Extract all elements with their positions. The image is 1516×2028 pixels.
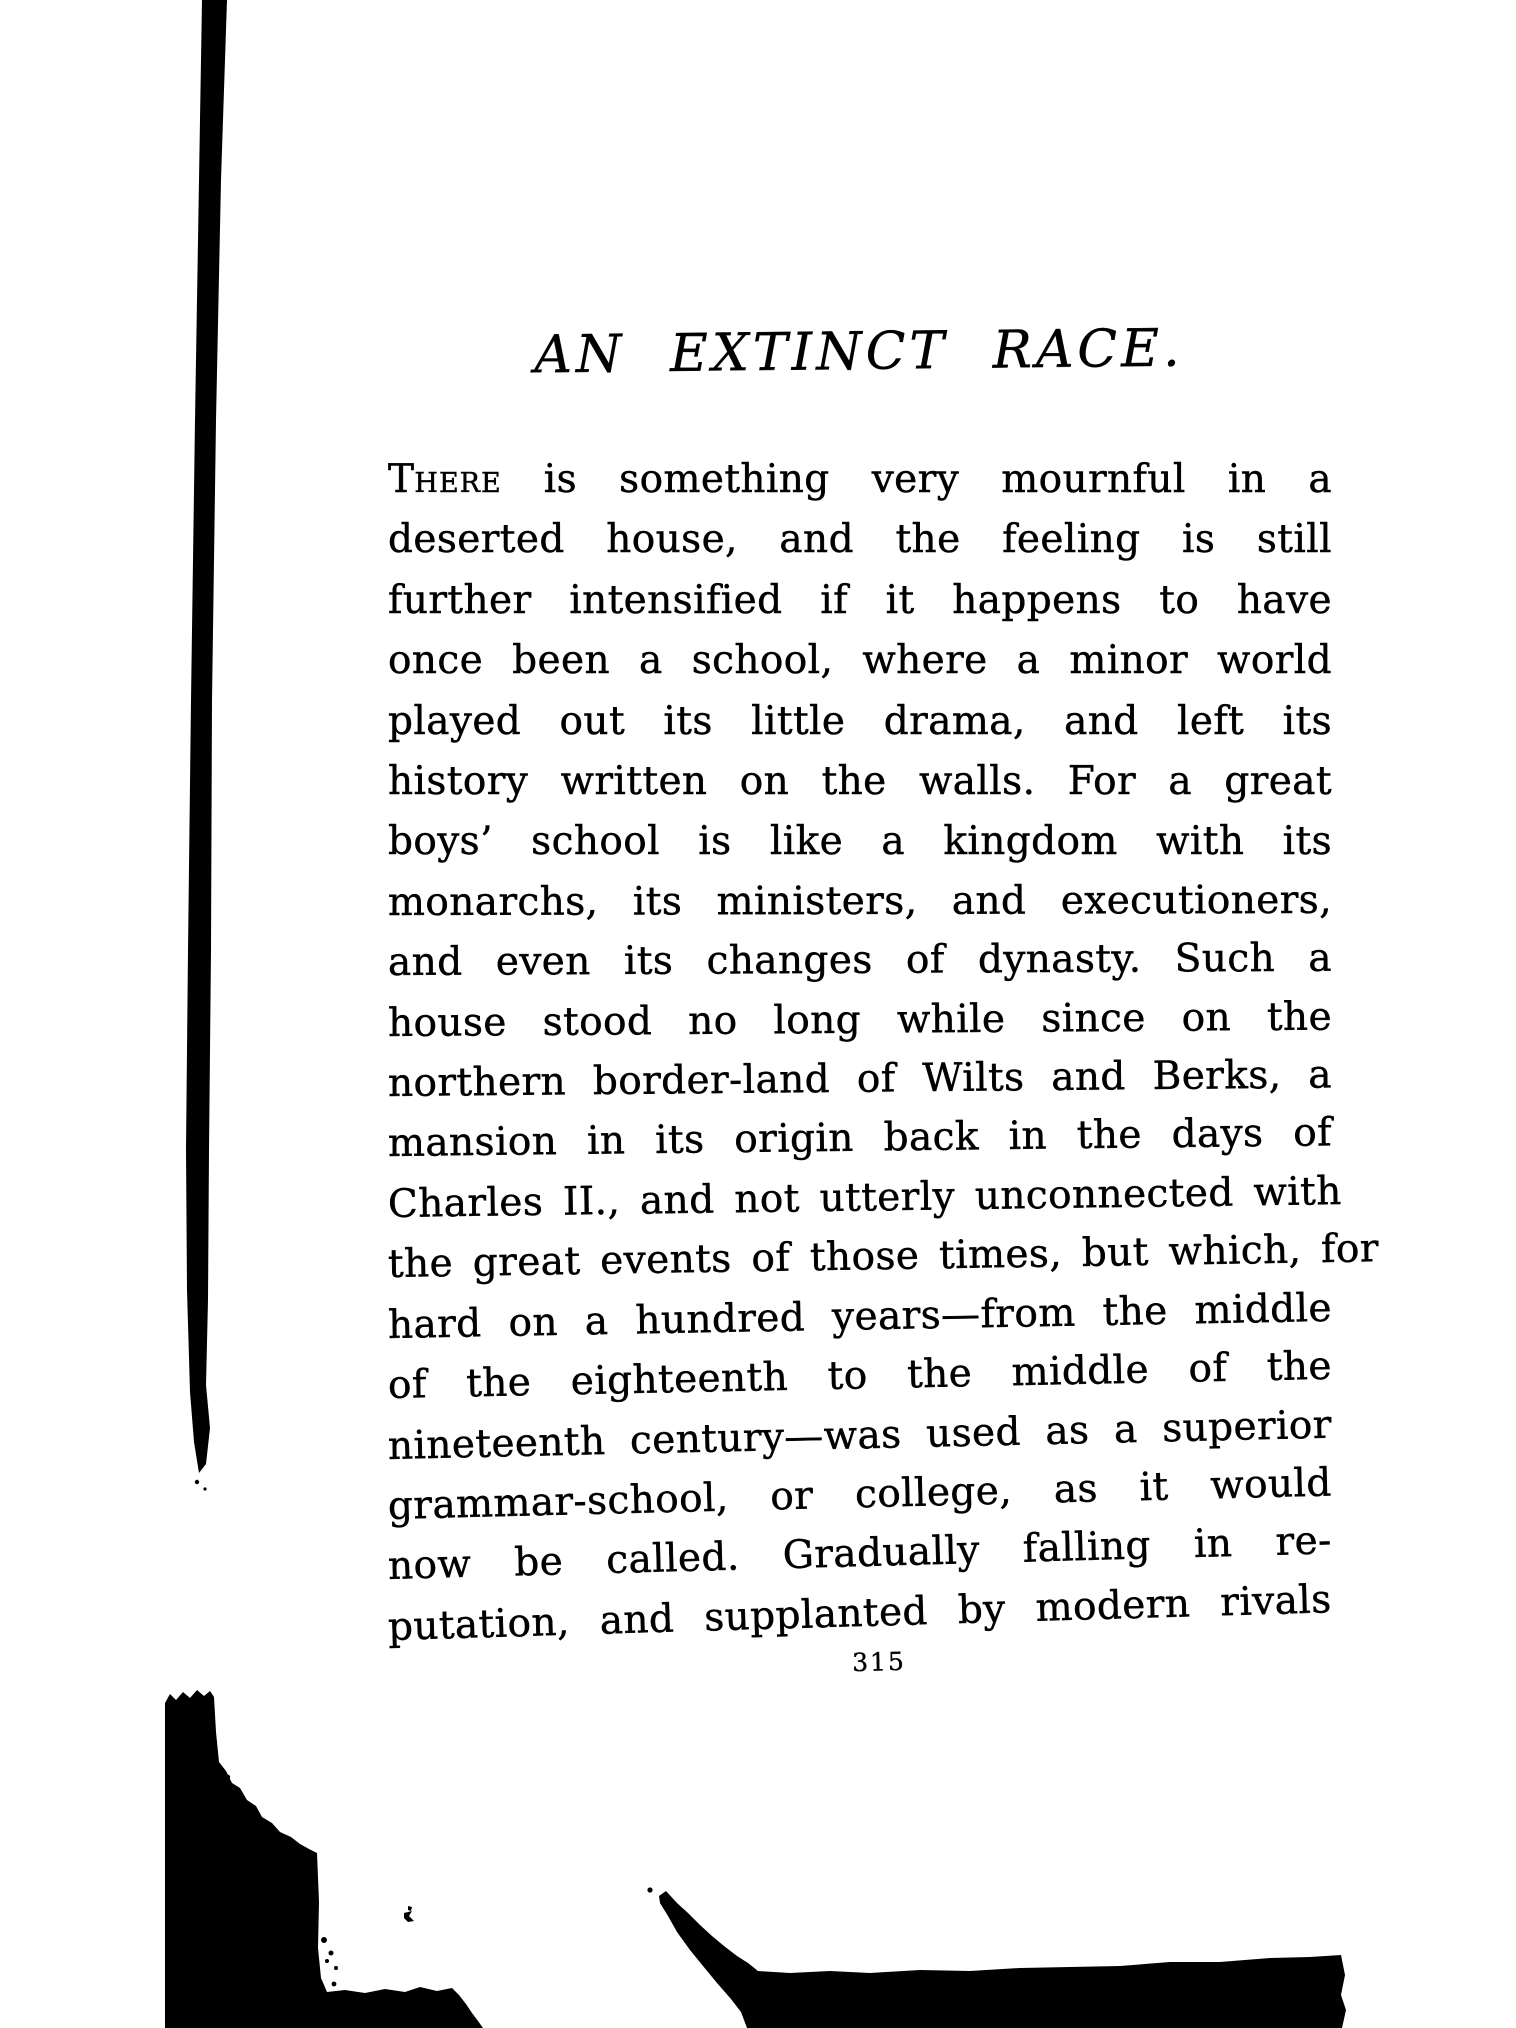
ink-speck xyxy=(325,1959,329,1963)
bottom-left-blotch-artifact xyxy=(165,1690,483,2028)
ink-speck xyxy=(329,1951,334,1956)
page-number: 315 xyxy=(851,1646,907,1678)
text-line: further intensified if it happens to have xyxy=(388,577,1332,623)
text-line: hard on a hundred years—from the middle xyxy=(387,1285,1333,1348)
text-line: northern border-land of Wilts and Berks, a xyxy=(387,1052,1333,1107)
text-line: of the eighteenth to the middle of the xyxy=(387,1343,1333,1409)
text-line: monarchs, its ministers, and executioners, xyxy=(387,877,1333,925)
ink-speck xyxy=(195,1480,199,1484)
text-line: grammar-school, or college, as it would xyxy=(387,1460,1333,1529)
ink-speck xyxy=(250,1809,254,1813)
chapter-title: AN EXTINCT RACE. xyxy=(534,318,1184,386)
gutter-bar-artifact xyxy=(186,0,227,1473)
small-caps-lead: here xyxy=(414,457,502,502)
text-line: nineteenth century—was used as a superior xyxy=(387,1402,1333,1469)
ink-speck xyxy=(332,1982,337,1987)
text-line: played out its little drama, and left its xyxy=(388,698,1332,744)
text-line: boys’ school is like a kingdom with its xyxy=(388,819,1332,865)
text-line: mansion in its origin back in the days of xyxy=(387,1110,1333,1167)
text-line: deserted house, and the feeling is still xyxy=(388,517,1332,563)
text-line: There is something very mournful in a xyxy=(388,457,1332,502)
text-line: Charles II., and not utterly unconnected with xyxy=(387,1168,1343,1227)
text-line: the great events of those times, but which, for xyxy=(387,1226,1380,1288)
bottom-right-blotch-artifact xyxy=(659,1891,1346,2028)
paragraph xyxy=(387,450,1380,1658)
text-line: history written on the walls. For a great xyxy=(388,759,1332,805)
text-line: once been a school, where a minor world xyxy=(388,638,1332,684)
text-line: putation, and supplanted by modern rivals xyxy=(387,1576,1333,1650)
ink-speck xyxy=(203,1487,206,1490)
ink-speck xyxy=(321,1937,327,1943)
text-line: house stood no long while since on the xyxy=(387,994,1333,1046)
small-mark-artifact xyxy=(404,1906,414,1922)
ink-speck xyxy=(226,1775,230,1779)
text-line: now be called. Gradually falling in re- xyxy=(387,1518,1333,1590)
text-line: and even its changes of dynasty. Such a xyxy=(387,935,1333,986)
ink-speck xyxy=(334,1966,338,1970)
ink-speck xyxy=(647,1887,652,1892)
